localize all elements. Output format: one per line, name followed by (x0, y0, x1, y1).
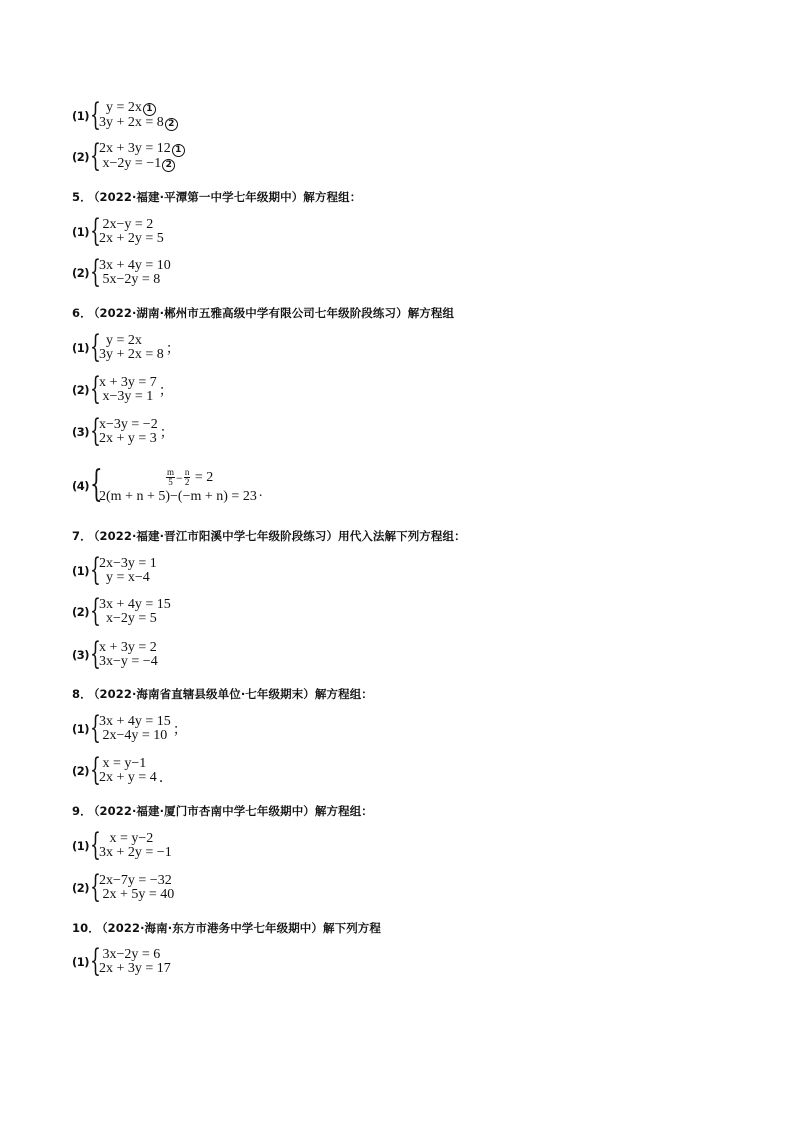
question-5-header (72, 189, 361, 205)
equation-system (99, 757, 157, 785)
q6-part-1 (72, 329, 180, 365)
equation-line: 2x−4y = 10 (99, 728, 168, 743)
equation-line: x = y−2 (99, 831, 154, 846)
q10-part-1 (72, 943, 171, 979)
question-number: 7． (72, 529, 92, 543)
punctuation: ． (158, 771, 173, 786)
equation-line: $\frac{m}{5}$ − $\frac{n}{2}$ = 2 (167, 467, 214, 487)
q7-part-3 (72, 636, 158, 672)
part-label: (1) (72, 109, 90, 123)
part-label: (3) (72, 648, 90, 662)
part-label: (1) (72, 341, 90, 355)
equation-line: 2x + y = 3 (99, 431, 157, 446)
question-source: （2022·福建·厦门市杏南中学七年级期中）解方程组： (93, 804, 373, 818)
q4-part-2 (72, 138, 185, 174)
part-label: (2) (72, 764, 90, 778)
punctuation: ； (172, 723, 187, 738)
left-brace: { (90, 943, 101, 979)
punctuation: ； (159, 426, 174, 441)
equation-system (99, 376, 157, 404)
equation-system (99, 142, 185, 172)
fraction: $\frac{m}{5}$ (167, 467, 175, 487)
q9-part-1 (72, 827, 172, 863)
part-label: (1) (72, 564, 90, 578)
equation-system (99, 557, 157, 585)
part-label: (1) (72, 955, 90, 969)
left-brace: { (90, 827, 101, 863)
equation-rhs: = 2 (191, 469, 214, 485)
question-source: （2022·海南·东方市港务中学七年级期中）解下列方程 (101, 921, 382, 935)
question-6-header (72, 305, 454, 321)
left-brace: { (90, 371, 101, 407)
equation-system (99, 641, 158, 669)
q5-part-2 (72, 254, 171, 290)
left-brace: { (90, 464, 103, 505)
question-7-header (72, 528, 466, 544)
question-number: 8． (72, 687, 92, 701)
equation-line: y = 2x (99, 100, 142, 115)
circled-number-marker: 1 (172, 144, 185, 157)
q5-part-1 (72, 213, 164, 249)
equation-line: 2x−3y = 1 (99, 556, 157, 571)
q4-part-1 (72, 97, 178, 133)
equation-system (99, 468, 257, 504)
circled-number-marker: 2 (162, 159, 175, 172)
equation-line: 2x + 3y = 17 (99, 961, 171, 976)
q9-part-2 (72, 869, 175, 905)
equation-line: 2x + 5y = 40 (99, 887, 175, 902)
left-brace: { (90, 869, 101, 905)
question-10-header (72, 920, 381, 936)
equation-line: 2x−7y = −32 (99, 873, 172, 888)
equation-line: 2x + 2y = 5 (99, 231, 164, 246)
left-brace: { (90, 636, 101, 672)
part-label: (1) (72, 722, 90, 736)
equation-system (99, 948, 171, 976)
equation-system (99, 715, 171, 743)
left-brace: { (90, 593, 101, 629)
question-8-header (72, 686, 373, 702)
equation-line: x + 3y = 7 (99, 375, 157, 390)
equation-line: 3y + 2x = 8 (99, 347, 164, 362)
q7-part-2 (72, 593, 171, 629)
equation-system (99, 874, 174, 902)
equation-line: 3x + 4y = 15 (99, 714, 171, 729)
part-label: (1) (72, 839, 90, 853)
question-number: 5． (72, 190, 92, 204)
q6-part-3 (72, 413, 174, 449)
part-label: (2) (72, 266, 90, 280)
left-brace: { (90, 552, 101, 588)
punctuation: ； (158, 384, 173, 399)
question-9-header (72, 803, 373, 819)
equation-line: 2x + y = 4 (99, 770, 157, 785)
part-label: (1) (72, 225, 90, 239)
question-number: 9． (72, 804, 92, 818)
equation-system (99, 832, 172, 860)
q7-part-1 (72, 552, 157, 588)
left-brace: { (90, 710, 101, 746)
fraction: $\frac{n}{2}$ (184, 467, 190, 487)
equation-line: 2(m + n + 5)−(−m + n) = 23 (99, 489, 257, 504)
question-source: （2022·湖南·郴州市五雅高级中学有限公司七年级阶段练习）解方程组 (93, 306, 455, 320)
q6-part-4 (72, 464, 263, 505)
equation-line: 3x + 2y = −1 (99, 845, 172, 860)
equation-system (99, 334, 164, 362)
part-label: (2) (72, 383, 90, 397)
equation-line: 3x + 4y = 15 (99, 597, 171, 612)
circled-number-marker: 2 (165, 118, 178, 131)
part-label: (2) (72, 150, 90, 164)
question-source: （2022·海南省直辖县级单位·七年级期末）解方程组： (93, 687, 373, 701)
equation-line: y = x−4 (99, 570, 150, 585)
equation-system (99, 259, 171, 287)
equation-line: 5x−2y = 8 (99, 272, 161, 287)
q6-part-2 (72, 371, 173, 407)
equation-line: y = 2x (99, 333, 142, 348)
equation-line: 2x−y = 2 (99, 217, 154, 232)
left-brace: { (90, 254, 101, 290)
equation-line: x−3y = −2 (99, 417, 158, 432)
question-number: 6． (72, 306, 92, 320)
part-label: (3) (72, 425, 90, 439)
equation-system (99, 101, 178, 131)
equation-line: 3x−y = −4 (99, 654, 158, 669)
punctuation: . (258, 485, 263, 500)
question-source: （2022·福建·平潭第一中学七年级期中）解方程组： (93, 190, 362, 204)
equation-line: 2x + 3y = 12 (99, 141, 171, 156)
equation-system (99, 418, 158, 446)
circled-number-marker: 1 (143, 103, 156, 116)
part-label: (2) (72, 881, 90, 895)
equation-line: 3x−2y = 6 (99, 947, 161, 962)
equation-line: 3x + 4y = 10 (99, 258, 171, 273)
left-brace: { (90, 138, 101, 174)
question-number: 10． (72, 921, 100, 935)
left-brace: { (90, 329, 101, 365)
question-source: （2022·福建·晋江市阳溪中学七年级阶段练习）用代入法解下列方程组： (93, 529, 466, 543)
equation-line: 3y + 2x = 8 (99, 115, 164, 130)
left-brace: { (90, 213, 101, 249)
equation-line: x = y−1 (99, 756, 147, 771)
equation-system (99, 218, 164, 246)
equation-line: x−3y = 1 (99, 389, 154, 404)
equation-line: x−2y = 5 (99, 611, 157, 626)
part-label: (4) (72, 479, 90, 493)
equation-line: x + 3y = 2 (99, 640, 157, 655)
left-brace: { (90, 752, 101, 788)
q8-part-1 (72, 710, 187, 746)
left-brace: { (90, 413, 101, 449)
equation-system (99, 598, 171, 626)
equation-line: x−2y = −1 (99, 156, 162, 171)
punctuation: ； (165, 342, 180, 357)
left-brace: { (90, 97, 101, 133)
part-label: (2) (72, 605, 90, 619)
q8-part-2 (72, 752, 173, 788)
